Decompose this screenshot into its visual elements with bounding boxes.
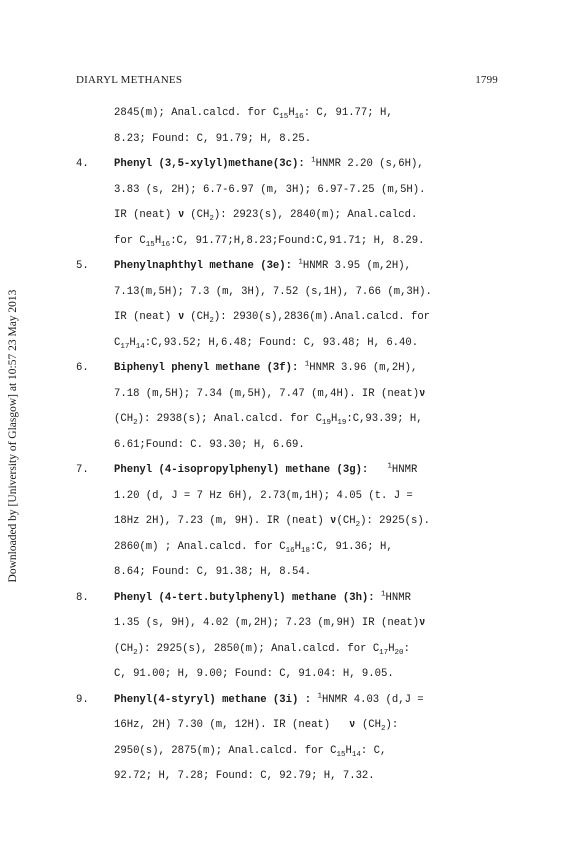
text-line: 8.64; Found: C, 91.38; H, 8.54. (114, 566, 312, 578)
text-line: 6.61;Found: C. 93.30; H, 6.69. (114, 438, 305, 451)
text-line: C, 91.00; H, 9.00; Found: C, 91.04: H, 9.05. (114, 668, 394, 680)
item-number: 4. (76, 158, 89, 170)
compound-name: Phenyl (3,5-xylyl)methane(3c): (114, 158, 305, 170)
item-number: 7. (76, 464, 89, 476)
nu-symbol: ν (330, 515, 337, 527)
running-head-title: DIARYL METHANES (76, 74, 183, 86)
item-number: 6. (76, 362, 89, 374)
text-line: IR (neat) ν $(CH_2)$: 2923(s), 2840(m); Anal.calcd. (76, 203, 500, 229)
nu-symbol: ν (419, 617, 426, 629)
list-item-5: 5. Phenylnaphthyl methane (3e): $^1$HNMR 3.95 (m,2H), (76, 254, 500, 280)
text-line: $C_{17}H_{14}:C,93.52$; H,6.48; Found: C, 93.48; H, 6.40. (114, 336, 419, 351)
text-line: IR (neat) ν $(CH_2)$: 2930(s),2836(m).Anal.calcd. for (76, 305, 500, 331)
nu-symbol: ν (177, 311, 184, 323)
page-number: 1799 (475, 74, 498, 86)
download-watermark: Downloaded by [University of Glasgow] at 10:57 23 May 2013 (7, 289, 19, 583)
compound-name: Phenyl(4-styryl) methane (3i) : (114, 693, 312, 706)
text-line: 3.83 (s, 2H); 6.7-6.97 (m, 3H); 6.97-7.25 (m,5H). (114, 183, 426, 196)
list-item-9: 9. Phenyl(4-styryl) methane (3i) : $^1$HNMR 4.03 (d,J = (76, 688, 500, 714)
list-item-4: 4. Phenyl (3,5-xylyl)methane(3c): $^1$HNMR 2.20 (s,6H), (76, 152, 500, 178)
text-line: 92.72; H, 7.28; Found: C, 92.79; H, 7.32. (114, 770, 375, 782)
compound-name: Phenyl (4-tert.butylphenyl) methane (3h): (114, 591, 375, 604)
text-line: $(CH_2)$: 2925(s), 2850(m); Anal.calcd. for $C_{17}H_{20}$: (114, 642, 410, 657)
text-line: 1.20 (d, J = 7 Hz 6H), 2.73(m,1H); 4.05 (t. J = (114, 489, 413, 502)
compound-name: Phenylnaphthyl methane (3e): (114, 260, 293, 272)
text-line: 1.35 (s, 9H), 4.02 (m,2H); 7.23 (m,9H) IR (neat)ν (76, 611, 500, 637)
text-line: 7.13(m,5H); 7.3 (m, 3H), 7.52 (s,1H), 7.66 (m,3H). (114, 285, 432, 298)
text-line: 2860(m) ; Anal.calcd. for $C_{16}H_{18}:C$, 91.36; H, (114, 540, 393, 555)
text-line: 2845(m); Anal.calcd. for $C_{15}H_{16}$: C, 91.77; H, (114, 107, 393, 122)
list-item-8: 8. Phenyl (4-tert.butylphenyl) methane (3h): $^1$HNMR (76, 586, 500, 612)
text-line: 7.18 (m,5H); 7.34 (m,5H), 7.47 (m,4H). IR (neat)ν (76, 382, 500, 408)
text-line: for $C_{15}H_{16}:C$, 91.77;H,8.23;Found:C,91.71; H, 8.29. (114, 234, 425, 249)
item-number: 8. (76, 591, 89, 604)
nu-symbol: ν (419, 387, 426, 400)
text-line: 18Hz 2H), 7.23 (m, 9H). IR (neat) $\nu(CH_2)$: 2925(s). (76, 509, 500, 535)
nu-symbol: ν (177, 209, 184, 221)
item-number: 9. (76, 693, 89, 706)
text-line: 8.23; Found: C, 91.79; H, 8.25. (114, 132, 312, 145)
text-line: $(CH_2)$: 2938(s); Anal.calcd. for $C_{19}H_{19}:C,93.39$; H, (114, 413, 423, 428)
text-line: 16Hz, 2H) 7.30 (m, 12H). IR (neat) ν $(CH_2)$: (76, 713, 500, 739)
compound-name: Biphenyl phenyl methane (3f): (114, 362, 299, 374)
list-item-7: 7. Phenyl (4-isopropylphenyl) methane (3g): $^1$HNMR (76, 458, 500, 484)
list-item-6: 6. Biphenyl phenyl methane (3f): $^1$HNMR 3.96 (m,2H), (76, 356, 500, 382)
item-number: 5. (76, 260, 89, 272)
text-line: 2950(s), 2875(m); Anal.calcd. for $C_{15}H_{14}$: C, (114, 744, 387, 759)
compound-name: Phenyl (4-isopropylphenyl) methane (3g): (114, 464, 369, 476)
nu-symbol: ν (349, 719, 356, 731)
compound-list (76, 101, 500, 790)
